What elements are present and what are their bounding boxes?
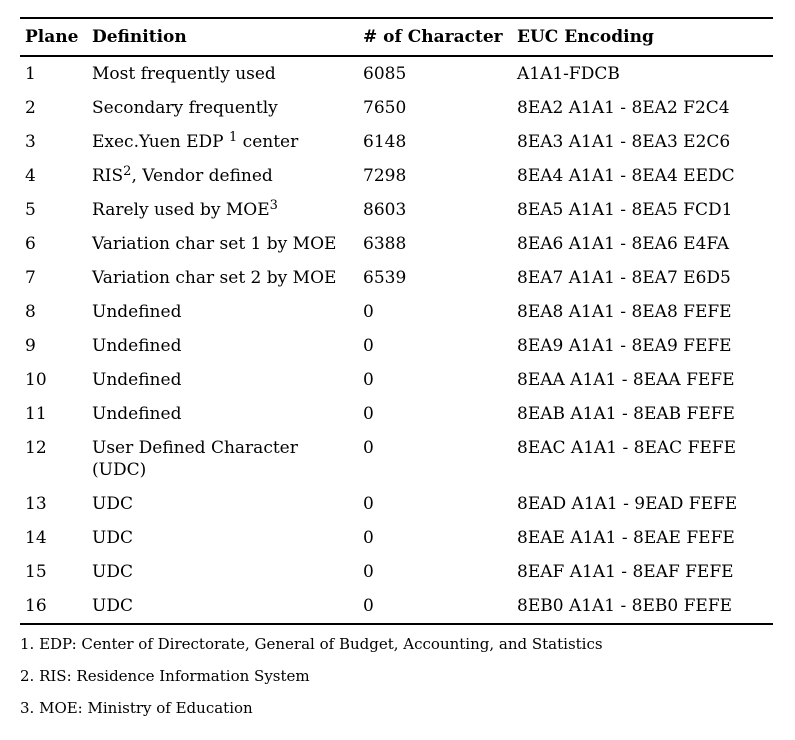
definition-cell [92, 56, 363, 91]
table-row [20, 295, 773, 329]
footnote-edp: 1. EDP: Center of Directorate, General of Budget, Accounting, and Statistics [20, 635, 603, 653]
definition-text: Undefined [92, 336, 182, 356]
definition-text-after: center [237, 132, 299, 152]
definition-cell [92, 295, 363, 329]
plane-cell [20, 91, 92, 125]
definition-text: UDC [92, 528, 133, 548]
column-header-definition: Definition [92, 27, 187, 47]
encoding-range-cell: 8EA8 A1A1 - 8EA8 FEFE [517, 302, 732, 322]
definition-text: UDC [92, 562, 133, 582]
definition-text-after: , Vendor defined [131, 166, 273, 186]
encoding-range-cell: 8EA3 A1A1 - 8EA3 E2C6 [517, 132, 731, 152]
footnotes-section [20, 635, 773, 718]
encoding-range-cell: 8EA5 A1A1 - 8EA5 FCD1 [517, 200, 733, 220]
definition-cell [92, 193, 363, 227]
definition-text: Exec.Yuen EDP [92, 132, 229, 152]
definition-cell [92, 125, 363, 159]
definition-text: Variation char set 1 by MOE [92, 234, 337, 254]
encoding-range-cell: 8EA4 A1A1 - 8EA4 EEDC [517, 166, 735, 186]
definition-superscript: 2 [123, 164, 132, 179]
definition-text: Undefined [92, 370, 182, 390]
column-header-plane: Plane [25, 27, 79, 47]
definition-cell [92, 363, 363, 397]
plane-cell [20, 159, 92, 193]
character-count-cell: 0 [363, 302, 374, 322]
plane-cell [20, 521, 92, 555]
euc-plane-table [20, 17, 773, 625]
plane-cell [20, 125, 92, 159]
plane-cell [20, 227, 92, 261]
character-count-cell: 0 [363, 596, 374, 616]
definition-cell [92, 329, 363, 363]
column-header-character-count: # of Character [363, 27, 503, 47]
definition-text: UDC [92, 494, 133, 514]
definition-text: Secondary frequently [92, 98, 278, 118]
definition-cell [92, 261, 363, 295]
table-row [20, 261, 773, 295]
table-row [20, 56, 773, 91]
definition-second-line: (UDC) [92, 460, 147, 480]
character-count-cell: 0 [363, 336, 374, 356]
definition-cell [92, 397, 363, 431]
character-count-cell: 0 [363, 528, 374, 548]
definition-text: Undefined [92, 404, 182, 424]
table-row [20, 91, 773, 125]
definition-text: RIS [92, 166, 124, 186]
encoding-range-cell: 8EA6 A1A1 - 8EA6 E4FA [517, 234, 730, 254]
encoding-range-cell: 8EA2 A1A1 - 8EA2 F2C4 [517, 98, 730, 118]
plane-number: 14 [25, 528, 47, 548]
encoding-range-cell: A1A1-FDCB [517, 64, 620, 84]
plane-number: 2 [25, 98, 36, 118]
plane-cell [20, 555, 92, 589]
plane-cell [20, 295, 92, 329]
table-row [20, 555, 773, 589]
definition-cell [92, 159, 363, 193]
character-count-cell: 6085 [363, 64, 407, 84]
plane-number: 9 [25, 336, 36, 356]
definition-cell [92, 431, 363, 487]
encoding-range-cell: 8EAE A1A1 - 8EAE FEFE [517, 528, 735, 548]
table-row [20, 397, 773, 431]
character-count-cell: 0 [363, 562, 374, 582]
plane-number: 4 [25, 166, 36, 186]
plane-cell [20, 431, 92, 487]
definition-superscript: 1 [228, 130, 238, 145]
table-row [20, 589, 773, 624]
table-row [20, 487, 773, 521]
table-row [20, 125, 773, 159]
plane-cell [20, 397, 92, 431]
definition-cell [92, 589, 363, 624]
definition-cell [92, 91, 363, 125]
encoding-range-cell: 8EA9 A1A1 - 8EA9 FEFE [517, 336, 732, 356]
definition-cell [92, 555, 363, 589]
character-count-cell: 0 [363, 404, 374, 424]
character-count-cell: 6539 [363, 268, 407, 288]
table-row [20, 329, 773, 363]
plane-number: 13 [25, 494, 47, 514]
plane-cell [20, 56, 92, 91]
plane-number: 11 [25, 404, 47, 424]
plane-number: 10 [25, 370, 47, 390]
character-count-cell: 0 [363, 370, 374, 390]
table-row [20, 521, 773, 555]
column-header-euc-encoding: EUC Encoding [517, 27, 654, 47]
definition-text: User Defined Character [92, 438, 298, 458]
plane-cell [20, 589, 92, 624]
encoding-range-cell: 8EAA A1A1 - 8EAA FEFE [517, 370, 735, 390]
character-count-cell: 7650 [363, 98, 407, 118]
plane-number: 1 [25, 64, 36, 84]
definition-text: Most frequently used [92, 64, 276, 84]
encoding-range-cell: 8EAF A1A1 - 8EAF FEFE [517, 562, 734, 582]
footnote-ris: 2. RIS: Residence Information System [20, 667, 310, 685]
encoding-range-cell: 8EA7 A1A1 - 8EA7 E6D5 [517, 268, 731, 288]
footnote-moe: 3. MOE: Ministry of Education [20, 699, 253, 717]
plane-cell [20, 261, 92, 295]
plane-number: 7 [25, 268, 36, 288]
plane-number: 8 [25, 302, 36, 322]
encoding-range-cell: 8EAC A1A1 - 8EAC FEFE [517, 438, 736, 458]
character-count-cell: 0 [363, 494, 374, 514]
plane-cell [20, 193, 92, 227]
definition-cell [92, 521, 363, 555]
plane-number: 5 [25, 200, 36, 220]
encoding-range-cell: 8EAB A1A1 - 8EAB FEFE [517, 404, 735, 424]
character-count-cell: 8603 [363, 200, 407, 220]
plane-number: 3 [25, 132, 36, 152]
plane-number: 16 [25, 596, 47, 616]
definition-text: Variation char set 2 by MOE [92, 268, 337, 288]
character-count-cell: 0 [363, 438, 374, 458]
table-row [20, 193, 773, 227]
character-count-cell: 7298 [363, 166, 407, 186]
definition-text: UDC [92, 596, 133, 616]
definition-text: Undefined [92, 302, 182, 322]
plane-cell [20, 363, 92, 397]
plane-number: 12 [25, 438, 47, 458]
definition-cell [92, 487, 363, 521]
plane-number: 15 [25, 562, 47, 582]
character-count-cell: 6148 [363, 132, 407, 152]
encoding-range-cell: 8EAD A1A1 - 9EAD FEFE [517, 494, 738, 514]
table-body [20, 56, 773, 624]
table-header-row [20, 18, 773, 56]
table-row [20, 159, 773, 193]
table-row [20, 431, 773, 487]
table-row [20, 227, 773, 261]
definition-text: Rarely used by MOE [92, 200, 270, 220]
table-row [20, 363, 773, 397]
plane-number: 6 [25, 234, 36, 254]
plane-cell [20, 329, 92, 363]
definition-superscript: 3 [269, 198, 278, 213]
definition-cell [92, 227, 363, 261]
plane-cell [20, 487, 92, 521]
encoding-range-cell: 8EB0 A1A1 - 8EB0 FEFE [517, 596, 733, 616]
character-count-cell: 6388 [363, 234, 407, 254]
